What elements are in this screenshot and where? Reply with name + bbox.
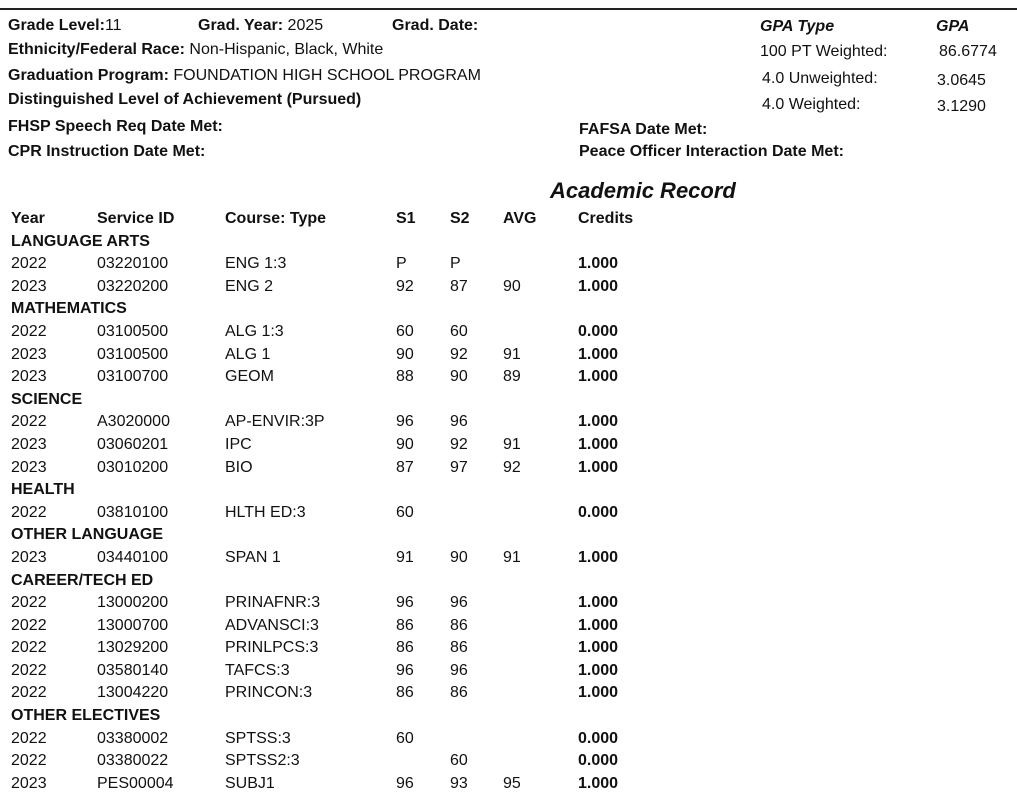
cell-year: 2023	[11, 458, 47, 476]
cell-s2: 60	[450, 752, 468, 770]
fafsa-date	[579, 120, 707, 140]
gpa-value-header: GPA	[936, 18, 970, 35]
cell-service-id: 03220200	[97, 277, 169, 295]
grad-date-label: Grad. Date:	[392, 17, 479, 34]
cell-year: 2023	[11, 548, 47, 566]
cell-service-id: 03100500	[97, 322, 169, 340]
cell-year: 2022	[11, 594, 47, 612]
academic-record-title: Academic Record	[550, 178, 736, 203]
top-divider	[0, 8, 1017, 10]
gpa-type-header: GPA Type	[760, 18, 835, 35]
cell-s1: P	[396, 255, 407, 273]
cell-avg: 95	[503, 774, 521, 792]
cell-credits: 1.000	[578, 661, 619, 679]
cell-year: 2023	[11, 368, 47, 386]
peace-label: Peace Officer Interaction Date Met:	[579, 143, 844, 160]
category-label: LANGUAGE ARTS	[11, 232, 150, 250]
cell-s2: 96	[450, 413, 468, 431]
cell-credits: 0.000	[578, 322, 619, 340]
cell-avg: 91	[503, 345, 521, 363]
cell-s1: 91	[396, 548, 414, 566]
cell-credits: 0.000	[578, 752, 619, 770]
cell-year: 2022	[11, 413, 47, 431]
cell-year: 2023	[11, 435, 47, 453]
category-label: MATHEMATICS	[11, 300, 127, 318]
cell-service-id: A3020000	[97, 413, 170, 431]
cell-service-id: 03220100	[97, 255, 169, 273]
cell-s2: 86	[450, 639, 468, 657]
cell-course-type: ALG 1:3	[225, 322, 284, 340]
cell-s2: 86	[450, 616, 468, 634]
cell-avg: 91	[503, 435, 521, 453]
cell-credits: 1.000	[578, 616, 619, 634]
cell-s2: 97	[450, 458, 468, 476]
cell-credits: 1.000	[578, 368, 619, 386]
cell-year: 2022	[11, 661, 47, 679]
cell-credits: 1.000	[578, 435, 619, 453]
cell-course-type: PRINCON:3	[225, 684, 313, 702]
cell-service-id: 03060201	[97, 435, 169, 453]
cell-s1: 96	[396, 413, 414, 431]
cell-credits: 1.000	[578, 548, 619, 566]
cell-s1: 96	[396, 774, 414, 792]
cell-s1: 60	[396, 503, 414, 521]
cell-year: 2022	[11, 684, 47, 702]
cell-course-type: ADVANSCI:3	[225, 616, 319, 634]
cell-credits: 0.000	[578, 503, 619, 521]
cell-course-type: AP-ENVIR:3P	[225, 413, 325, 431]
cell-s1: 92	[396, 277, 414, 295]
category-label: HEALTH	[11, 481, 75, 499]
cell-service-id: 03440100	[97, 548, 169, 566]
cell-s2: 96	[450, 661, 468, 679]
cell-year: 2023	[11, 277, 47, 295]
cell-avg: 89	[503, 368, 521, 386]
cell-credits: 1.000	[578, 255, 619, 273]
program-label: Graduation Program:	[8, 67, 169, 84]
cell-s1: 90	[396, 435, 414, 453]
cell-s1: 96	[396, 661, 414, 679]
cell-service-id: 13000700	[97, 616, 169, 634]
gpa-type-4pt-weighted: 4.0 Weighted:	[762, 96, 861, 113]
cell-service-id: 03810100	[97, 503, 169, 521]
cell-year: 2022	[11, 639, 47, 657]
cell-year: 2022	[11, 255, 47, 273]
cell-course-type: SPAN 1	[225, 548, 281, 566]
grad-year	[198, 16, 323, 36]
header-s1: S1	[396, 210, 416, 227]
cell-year: 2023	[11, 345, 47, 363]
cell-credits: 1.000	[578, 413, 619, 431]
cell-s2: 86	[450, 684, 468, 702]
header-year: Year	[11, 210, 45, 227]
gpa-type-100pt-weighted: 100 PT Weighted:	[760, 43, 888, 60]
cell-service-id: 03580140	[97, 661, 169, 679]
cell-course-type: ENG 2	[225, 277, 274, 295]
ethnicity-label: Ethnicity/Federal Race:	[8, 41, 185, 58]
cell-s1: 86	[396, 684, 414, 702]
cell-s2: 96	[450, 594, 468, 612]
cell-course-type: TAFCS:3	[225, 661, 290, 679]
header-service-id: Service ID	[97, 210, 175, 227]
gpa-type-4pt-unweighted: 4.0 Unweighted:	[762, 70, 878, 87]
cell-avg: 91	[503, 548, 521, 566]
fhsp-speech-date	[8, 117, 223, 137]
cpr-label: CPR Instruction Date Met:	[8, 143, 206, 160]
cell-credits: 1.000	[578, 458, 619, 476]
cell-course-type: SPTSS2:3	[225, 752, 300, 770]
cell-course-type: GEOM	[225, 368, 274, 386]
cell-s1: 96	[396, 594, 414, 612]
cell-s2: 92	[450, 435, 468, 453]
cell-year: 2022	[11, 752, 47, 770]
grad-year-label: Grad. Year:	[198, 17, 284, 34]
cell-s1: 86	[396, 616, 414, 634]
cell-s1: 86	[396, 639, 414, 657]
cell-service-id: PES00004	[97, 774, 174, 792]
cell-course-type: SUBJ1	[225, 774, 275, 792]
cell-s2: 93	[450, 774, 468, 792]
cell-credits: 1.000	[578, 684, 619, 702]
cell-s2: 90	[450, 548, 468, 566]
gpa-value-4pt-unweighted: 3.0645	[937, 72, 986, 89]
fhsp-label: FHSP Speech Req Date Met:	[8, 118, 223, 135]
cell-course-type: PRINAFNR:3	[225, 594, 321, 612]
distinguished-level: Distinguished Level of Achievement (Pursued)	[8, 91, 362, 108]
gpa-value-100pt-weighted: 86.6774	[939, 43, 997, 60]
cell-service-id: 13029200	[97, 639, 169, 657]
cell-service-id: 03380002	[97, 729, 169, 747]
cell-course-type: BIO	[225, 458, 253, 476]
cell-course-type: ALG 1	[225, 345, 271, 363]
grade-level-value: 11	[104, 17, 122, 34]
cell-year: 2022	[11, 729, 47, 747]
cell-avg: 92	[503, 458, 521, 476]
cpr-instruction-date	[8, 142, 205, 162]
cell-credits: 1.000	[578, 639, 619, 657]
category-label: OTHER ELECTIVES	[11, 707, 161, 725]
cell-s1: 60	[396, 729, 414, 747]
cell-s2: 92	[450, 345, 468, 363]
cell-s1: 88	[396, 368, 414, 386]
cell-service-id: 03010200	[97, 458, 169, 476]
cell-service-id: 03380022	[97, 752, 169, 770]
grade-level	[8, 16, 122, 36]
cell-s1: 60	[396, 322, 414, 340]
cell-s2: 90	[450, 368, 468, 386]
cell-service-id: 03100700	[97, 368, 169, 386]
ethnicity	[8, 40, 383, 60]
cell-year: 2022	[11, 503, 47, 521]
peace-officer-date	[579, 142, 844, 162]
cell-service-id: 13000200	[97, 594, 169, 612]
cell-credits: 0.000	[578, 729, 619, 747]
grade-level-label: Grade Level:	[8, 17, 105, 34]
cell-course-type: SPTSS:3	[225, 729, 291, 747]
cell-s1: 87	[396, 458, 414, 476]
cell-s2: P	[450, 255, 461, 273]
cell-course-type: PRINLPCS:3	[225, 639, 319, 657]
header-s2: S2	[450, 210, 470, 227]
cell-course-type: HLTH ED:3	[225, 503, 306, 521]
gpa-value-4pt-weighted: 3.1290	[937, 98, 986, 115]
cell-credits: 1.000	[578, 594, 619, 612]
cell-s2: 87	[450, 277, 468, 295]
graduation-program	[8, 66, 481, 86]
cell-service-id: 13004220	[97, 684, 169, 702]
header-credits: Credits	[578, 210, 634, 227]
cell-year: 2022	[11, 322, 47, 340]
ethnicity-value: Non-Hispanic, Black, White	[189, 41, 384, 58]
cell-avg: 90	[503, 277, 521, 295]
cell-credits: 1.000	[578, 277, 619, 295]
cell-year: 2022	[11, 616, 47, 634]
cell-s1: 90	[396, 345, 414, 363]
category-label: CAREER/TECH ED	[11, 571, 154, 589]
header-course-type: Course: Type	[225, 210, 327, 227]
cell-year: 2023	[11, 774, 47, 792]
cell-credits: 1.000	[578, 345, 619, 363]
category-label: SCIENCE	[11, 390, 83, 408]
program-value: FOUNDATION HIGH SCHOOL PROGRAM	[173, 67, 481, 84]
cell-s2: 60	[450, 322, 468, 340]
fafsa-label: FAFSA Date Met:	[579, 121, 708, 138]
category-label: OTHER LANGUAGE	[11, 526, 163, 544]
cell-service-id: 03100500	[97, 345, 169, 363]
cell-credits: 1.000	[578, 774, 619, 792]
cell-course-type: ENG 1:3	[225, 255, 287, 273]
cell-course-type: IPC	[225, 435, 252, 453]
grad-year-value: 2025	[287, 17, 324, 34]
header-avg: AVG	[503, 210, 537, 227]
grad-date	[392, 16, 478, 36]
